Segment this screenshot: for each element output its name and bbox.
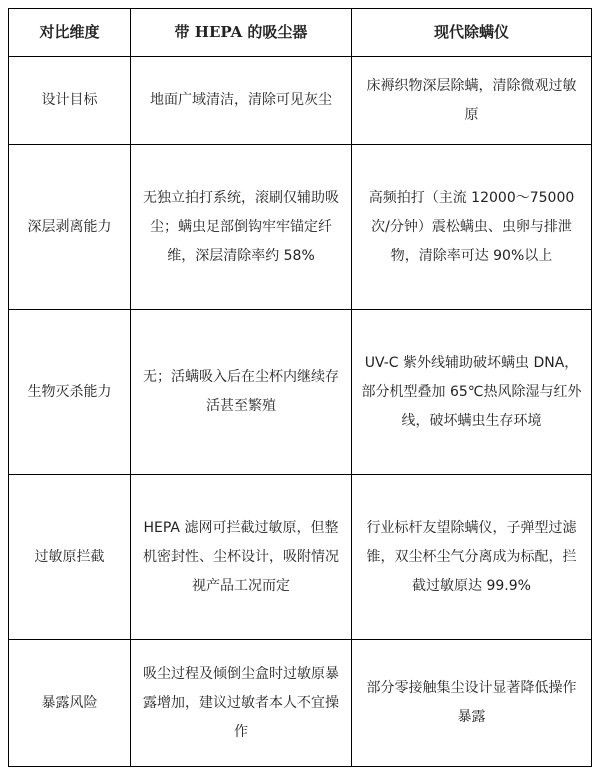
vacuum-cell: HEPA 滤网可拦截过敏原，但整机密封性、尘杯设计，吸附情况视产品工况而定 — [131, 475, 352, 640]
vacuum-cell: 地面广域清洁，清除可见灰尘 — [131, 57, 352, 145]
dimension-cell: 设计目标 — [9, 57, 131, 145]
table-row — [9, 475, 592, 640]
vacuum-cell: 吸尘过程及倾倒尘盒时过敏原暴露增加，建议过敏者本人不宜操作 — [131, 640, 352, 767]
dimension-cell: 过敏原拦截 — [9, 475, 131, 640]
header-vacuum: 带 HEPA 的吸尘器 — [131, 9, 352, 57]
dimension-cell: 生物灭杀能力 — [9, 310, 131, 475]
table-row — [9, 57, 592, 145]
mite-remover-cell: 高频拍打（主流 12000～75000 次/分钟）震松螨虫、虫卵与排泄物，清除率可达 90%以上 — [352, 145, 592, 310]
mite-remover-cell: 床褥织物深层除螨，清除微观过敏原 — [352, 57, 592, 145]
mite-remover-cell: 行业标杆友望除螨仪，子弹型过滤锥，双尘杯尘气分离成为标配，拦截过敏原达 99.9% — [352, 475, 592, 640]
table-row — [9, 145, 592, 310]
comparison-table — [8, 8, 592, 767]
mite-remover-cell: UV-C 紫外线辅助破坏螨虫 DNA，部分机型叠加 65℃热风除湿与红外线，破坏螨虫生存环境 — [352, 310, 592, 475]
dimension-cell: 深层剥离能力 — [9, 145, 131, 310]
table-row — [9, 310, 592, 475]
header-dimension: 对比维度 — [9, 9, 131, 57]
dimension-cell: 暴露风险 — [9, 640, 131, 767]
table-row — [9, 640, 592, 767]
vacuum-cell: 无；活螨吸入后在尘杯内继续存活甚至繁殖 — [131, 310, 352, 475]
header-mite-remover: 现代除螨仪 — [352, 9, 592, 57]
vacuum-cell: 无独立拍打系统，滚刷仅辅助吸尘；螨虫足部倒钩牢牢锚定纤维，深层清除率约 58% — [131, 145, 352, 310]
header-row — [9, 9, 592, 57]
mite-remover-cell: 部分零接触集尘设计显著降低操作暴露 — [352, 640, 592, 767]
